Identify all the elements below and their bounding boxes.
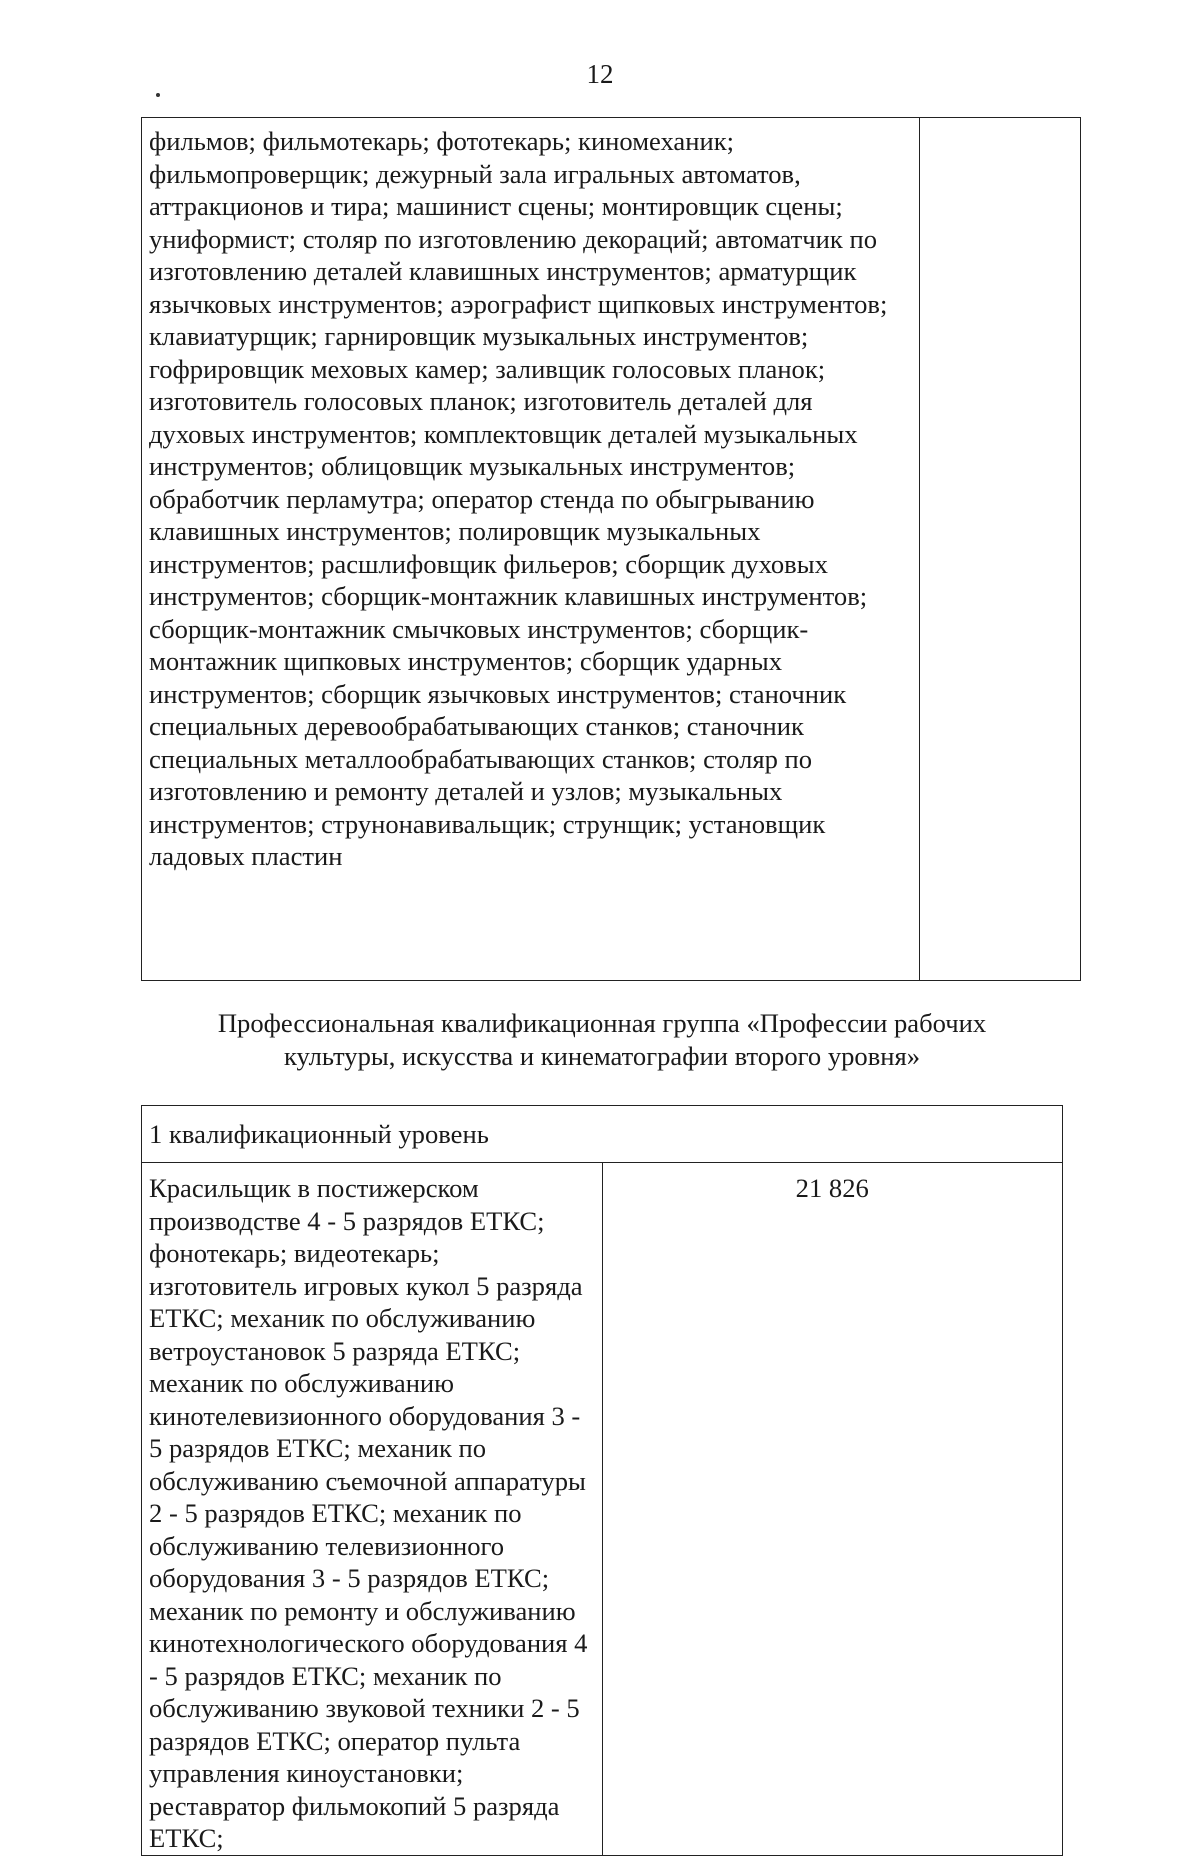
scan-artifact-dot xyxy=(156,93,160,97)
qualification-level-table xyxy=(141,1105,1063,1856)
table-row xyxy=(142,1106,1063,1163)
salary-cell: 21 826 xyxy=(602,1163,1063,1856)
professions-list-cell: фильмов; фильмотекарь; фототекарь; киномеханик; фильмопроверщик; дежурный зала игральных автоматов, аттракционов и тира; машинист сцены; монтировщик сцены; униформист; столяр по изготовлению декораций; автоматчик по изготовлению деталей клавишных инструментов; арматурщик язычковых инструментов; аэрографист щипковых инструментов; клавиатурщик; гарнировщик музыкальных инструментов; гофрировщик меховых камер; заливщик голосовых планок; изготовитель голосовых планок; изготовитель деталей для духовых инструментов; комплектовщик деталей музыкальных инструментов; облицовщик музыкальных инструментов; обработчик перламутра; оператор стенда по обыгрыванию клавишных инструментов; полировщик музыкальных инструментов; расшлифовщик фильеров; сборщик духовых инструментов; сборщик-монтажник клавишных инструментов; сборщик-монтажник смычковых инструментов; сборщик-монтажник щипковых инструментов; сборщик ударных инструментов; сборщик язычковых инструментов; станочник специальных деревообрабатывающих станков; станочник специальных металлообрабатывающих станков; столяр по изготовлению и ремонту деталей и узлов; музыкальных инструментов; струнонавивальщик; струнщик; установщик ладовых пластин xyxy=(142,118,920,981)
qualification-level-header: 1 квалификационный уровень xyxy=(142,1106,1063,1163)
page-number: 12 xyxy=(586,59,614,89)
table-row xyxy=(142,118,1081,981)
table-row xyxy=(142,1163,1063,1856)
salary-cell xyxy=(920,118,1081,981)
heading-line-1: Профессиональная квалификационная группа «Профессии рабочих xyxy=(217,1008,987,1038)
qualification-group-heading xyxy=(141,1007,1063,1073)
heading-line-2: культуры, искусства и кинематографии второго уровня» xyxy=(283,1041,921,1071)
professions-list-cell: Красильщик в постижерском производстве 4 - 5 разрядов ЕТКС; фонотекарь; видеотекарь; изготовитель игровых кукол 5 разряда ЕТКС; механик по обслуживанию ветроустановок 5 разряда ЕТКС; механик по обслуживанию кинотелевизионного оборудования 3 - 5 разрядов ЕТКС; механик по обслуживанию съемочной аппаратуры 2 - 5 разрядов ЕТКС; механик по обслуживанию телевизионного оборудования 3 - 5 разрядов ЕТКС; механик по ремонту и обслуживанию кинотехнологического оборудования 4 - 5 разрядов ЕТКС; механик по обслуживанию звуковой техники 2 - 5 разрядов ЕТКС; оператор пульта управления киноустановки; реставратор фильмокопий 5 разряда ЕТКС; xyxy=(142,1163,603,1856)
professions-table-continued xyxy=(141,117,1081,981)
